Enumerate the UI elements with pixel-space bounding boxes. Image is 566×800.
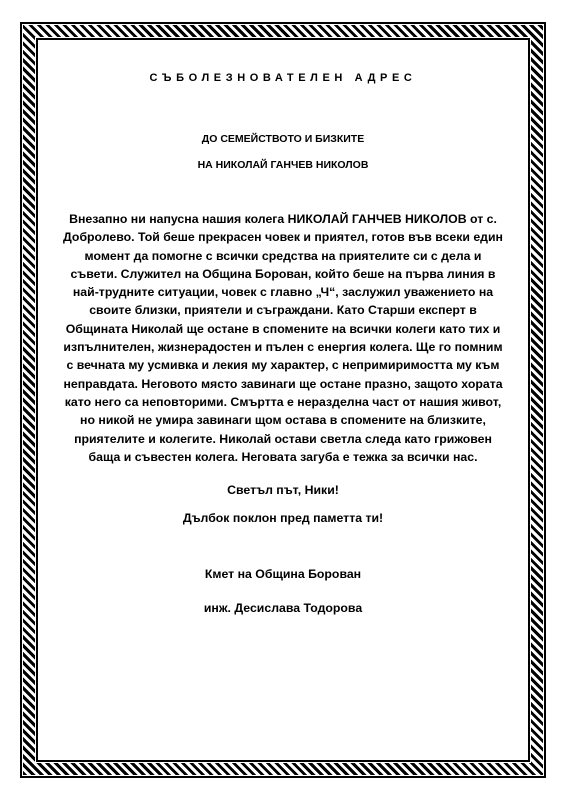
closing-line-2: Дълбок поклон пред паметта ти! [182, 511, 384, 526]
recipient-line-2: НА НИКОЛАЙ ГАНЧЕВ НИКОЛОВ [197, 159, 369, 171]
closing-line-1: Светъл път, Ники! [227, 483, 339, 498]
letter-content [50, 60, 516, 616]
signature-name: инж. Десислава Тодорова [203, 601, 363, 616]
signature-role: Кмет на Община Борован [204, 567, 362, 582]
document-title: СЪБОЛЕЗНОВАТЕЛЕН АДРЕС [149, 72, 417, 84]
condolence-body: Внезапно ни напусна нашия колега НИКОЛАЙ ГАНЧЕВ НИКОЛОВ от с. Добролево. Той беше прекрасен човек и приятел, готов във всеки един момент да помогне с всички средства на приятелите си с дела и съвети. Служител на Община Борован, който беше на първа линия в най-трудните ситуации, човек с главно „Ч“, заслужил уважението на своите близки, приятели и съграждани. Като Старши експерт в Общината Николай ще остане в спомените на всички колеги като тих и изпълнителен, жизнерадостен и пълен с енергия колега. Ще го помним с вечната му усмивка и лекия му характер, с непримиримостта му към неправдата. Неговото място завинаги ще остане празно, защото хората като него са неповторими. Смъртта е неразделна част от нашия живот, но никой не умира завинаги щом остава в спомените на близките, приятелите и колегите. Николай остави светла следа като грижовен баща и съвестен колега. Неговата загуба е тежка за всички нас. [63, 212, 503, 464]
recipient-line-1: ДО СЕМЕЙСТВОТО И БИЗКИТЕ [201, 133, 365, 145]
